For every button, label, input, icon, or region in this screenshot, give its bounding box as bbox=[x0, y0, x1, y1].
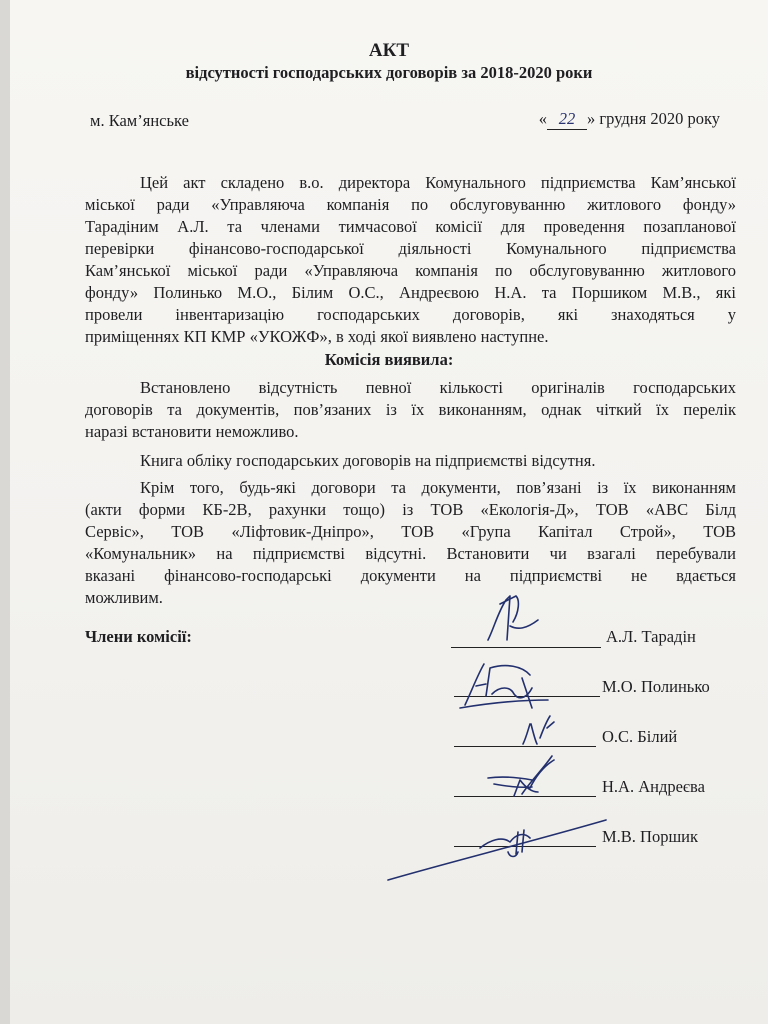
member-name: Н.А. Андреєва bbox=[602, 777, 705, 796]
paragraph-line: договорів та документів, пов’язаних із їх виконанням, однак чіткий їх перелік bbox=[85, 400, 736, 419]
members-label: Члени комісії: bbox=[85, 627, 192, 646]
intro-line: провели інвентаризацію господарських договорів, які знаходяться у bbox=[85, 305, 736, 324]
city-label: м. Кам’янське bbox=[90, 111, 189, 130]
member-name: М.В. Поршик bbox=[602, 827, 699, 846]
date-day: 22 bbox=[547, 109, 587, 130]
document-page bbox=[10, 0, 768, 1024]
date-open-quote: « bbox=[538, 109, 548, 128]
intro-line: Цей акт складено в.о. директора Комунального підприємства Кам’янської bbox=[140, 173, 736, 192]
member-name: О.С. Білий bbox=[602, 727, 678, 746]
paragraph-line: Книга обліку господарських договорів на підприємстві відсутня. bbox=[140, 451, 596, 470]
signature-polynko bbox=[460, 664, 548, 708]
signature-porshyk bbox=[388, 820, 606, 880]
paragraph-line: «Комунальник» на підприємстві відсутні. Встановити чи взагалі перебували bbox=[85, 544, 736, 563]
date-close-quote: » bbox=[587, 109, 596, 128]
intro-line: фонду» Полинько М.О., Білим О.С., Андреєвою Н.А. та Поршиком М.В., які bbox=[85, 283, 736, 302]
paragraph-line: можливим. bbox=[85, 588, 163, 607]
document-title: АКТ bbox=[368, 40, 410, 61]
intro-line: приміщеннях КП КМР «УКОЖФ», в ході якої виявлено наступне. bbox=[85, 327, 549, 346]
paragraph-line: наразі встановити неможливо. bbox=[85, 422, 299, 441]
paragraph-line: вказані фінансово-господарські документи на підприємстві не вдається bbox=[85, 566, 736, 585]
paragraph-line: Крім того, будь-які договори та документи, пов’язані із їх виконанням bbox=[140, 478, 736, 497]
intro-line: Тарадіним А.Л. та членами тимчасової комісії для проведення позапланової bbox=[85, 217, 736, 236]
intro-line: Кам’янської міської ради «Управляюча компанія по обслуговуванню житлового bbox=[85, 261, 736, 280]
member-name: М.О. Полинько bbox=[602, 677, 710, 696]
intro-line: перевірки фінансово-господарської діяльності Комунального підприємства bbox=[85, 239, 736, 258]
document-subtitle: відсутності господарських договорів за 2018-2020 роки bbox=[185, 63, 593, 82]
member-name: А.Л. Тарадін bbox=[606, 627, 696, 646]
paragraph-line: (акти форми КБ-2В, рахунки тощо) із ТОВ «Екологія-Д», ТОВ «АВС Білд bbox=[85, 500, 736, 519]
paragraph-line: Сервіс», ТОВ «Ліфтовик-Дніпро», ТОВ «Група Капітал Строй», ТОВ bbox=[85, 522, 736, 541]
date-rest: грудня 2020 року bbox=[599, 109, 720, 128]
signature-andreeva bbox=[488, 756, 554, 796]
section-heading: Комісія виявила: bbox=[324, 350, 454, 369]
signatures-layer bbox=[10, 0, 768, 1024]
signature-bilyi bbox=[523, 716, 554, 744]
intro-line: міської ради «Управляюча компанія по обслуговуванню житлового фонду» bbox=[85, 195, 736, 214]
paragraph-line: Встановлено відсутність певної кількості оригіналів господарських bbox=[140, 378, 736, 397]
signature-taradin bbox=[488, 596, 538, 640]
